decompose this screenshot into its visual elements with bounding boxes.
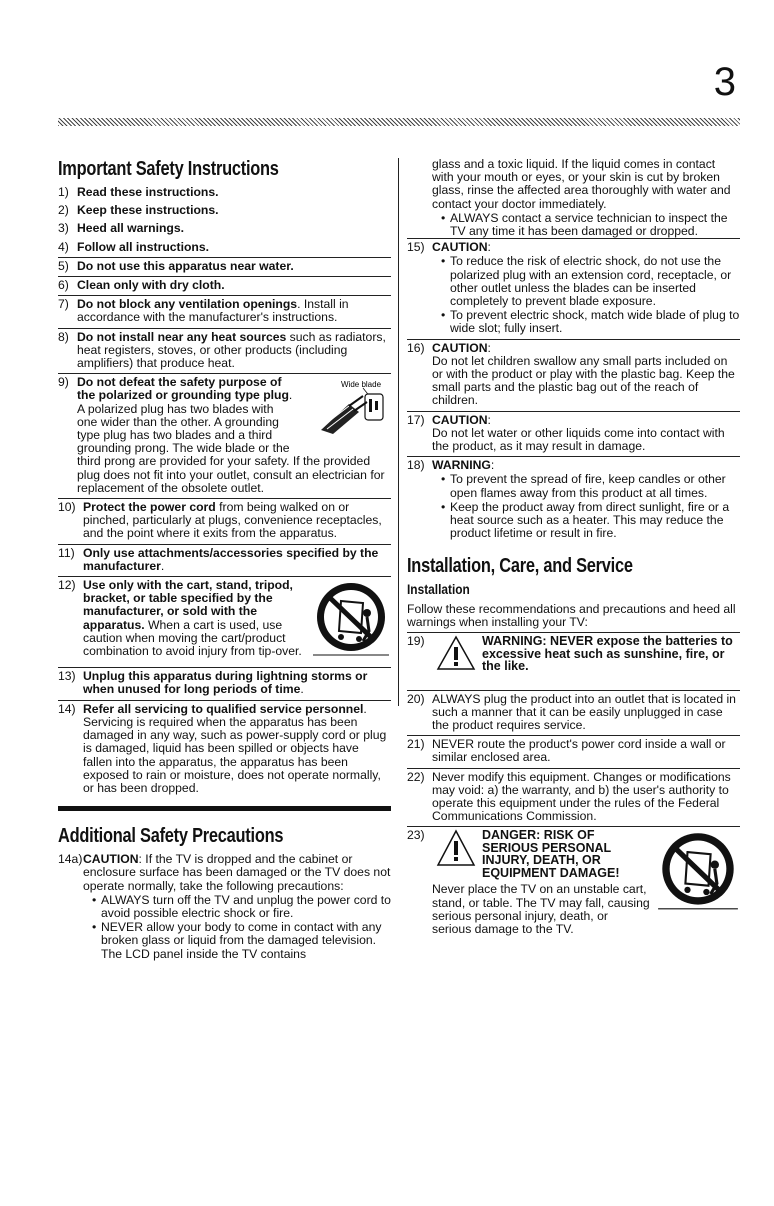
warning-triangle-icon — [436, 829, 476, 869]
list-item: 16) CAUTION: Do not let children swallow any small parts included on or with the product or play with the plastic bag. Keep the small parts and the plastic bag out of the reach of children. — [407, 339, 740, 411]
installation-subtitle: Installation — [407, 581, 470, 598]
polarized-plug-icon — [301, 376, 391, 438]
cart-warning-figure — [311, 579, 391, 662]
section-divider — [58, 806, 391, 811]
list-item: 21) NEVER route the product's power cord inside a wall or similar enclosed area. — [407, 735, 740, 767]
bullet-item: • To prevent the spread of fire, keep candles or other open flames away from this product at all times. — [441, 473, 740, 499]
list-item: 18) WARNING: • To prevent the spread of fire, keep candles or other open flames away from this product at all times. • Keep the product away from direct sunlight, fire or a heat source such as a heater. This may reduce the product lifetime or result in fire. — [407, 456, 740, 543]
bullet-item: • ALWAYS turn off the TV and unplug the power cord to avoid possible electric shock or fire. — [92, 894, 391, 920]
bullet-item: • Keep the product away from direct sunlight, fire or a heat source such as a heater. This may reduce the product lifetime or result in fire. — [441, 501, 740, 541]
right-column — [407, 158, 740, 939]
list-item: 11) Only use attachments/accessories specified by the manufacturer. — [58, 544, 391, 576]
list-item: 13) Unplug this apparatus during lightning storms or when unused for long periods of time. — [58, 667, 391, 699]
list-item: 6) Clean only with dry cloth. — [58, 276, 391, 295]
wide-blade-label: Wide blade — [341, 380, 382, 390]
list-item: 3) Heed all warnings. — [58, 221, 185, 236]
page-number: 3 — [713, 60, 736, 104]
header-stripe — [58, 118, 740, 126]
list-item: 17) CAUTION: Do not let water or other liquids come into contact with the product, as it may result in damage. — [407, 411, 740, 457]
list-item: 14a) CAUTION: If the TV is dropped and the cabinet or enclosure surface has been damaged or the TV does not operate normally, take the following precautions: • ALWAYS turn off the TV and unplug the power cord to avoid possible electric shock or fire. • NEVER allow your body to come in contact with any broken glass or liquid from the damaged television. The LCD panel inside the TV contains — [58, 851, 391, 964]
list-item: 2) Keep these instructions. — [58, 203, 219, 218]
list-item: 4) Follow all instructions. — [58, 239, 210, 254]
cart-danger-figure — [656, 829, 740, 916]
additional-safety-title: Additional Safety Precautions — [58, 825, 284, 848]
warning-triangle-icon — [436, 635, 476, 671]
bullet-item: • NEVER allow your body to come in contact with any broken glass or liquid from the damaged television. The LCD panel inside the TV contains — [92, 921, 391, 961]
list-item: 5) Do not use this apparatus near water. — [58, 257, 391, 276]
list-item: 20) ALWAYS plug the product into an outlet that is located in such a manner that it can be easily unplugged in case the product requires service. — [407, 690, 740, 736]
list-item: 15) CAUTION: • To reduce the risk of electric shock, do not use the polarized plug with an extension cord, receptacle, or other outlet unless the blades can be inserted completely to prevent blade exposure. • To prevent electric shock, match wide blade of plug to wide slot; fully insert. — [407, 238, 740, 338]
list-item: 22) Never modify this equipment. Changes or modifications may void: a) the warranty, and b) the user's authority to operate this equipment under the rules of the Federal Communications Commission. — [407, 768, 740, 827]
left-column — [58, 158, 391, 964]
cart-tipover-icon — [656, 829, 740, 913]
bullet-item: • ALWAYS contact a service technician to inspect the TV any time it has been damaged or dropped. — [441, 212, 740, 238]
plug-figure — [301, 376, 391, 441]
bullet-item: • To prevent electric shock, match wide blade of plug to wide slot; fully insert. — [441, 309, 740, 335]
installation-care-title: Installation, Care, and Service — [407, 555, 633, 578]
column-divider — [398, 158, 399, 706]
important-safety-title: Important Safety Instructions — [58, 158, 279, 180]
list-item: 1) Read these instructions. — [58, 185, 219, 199]
list-item: 23) DANGER: RISK OF SERIOUS PERSONAL INJURY, DEATH, OR EQUIPMENT DAMAGE! Never place the TV on an unstable cart, stand, or table. The TV may fall, causing serious personal injury, death, or serious damage to the TV. — [407, 826, 740, 939]
list-item: 19) WARNING: NEVER expose the batteries to excessive heat such as sunshine, fire, or the like. — [407, 632, 740, 676]
list-item: 8) Do not install near any heat sources such as radiators, heat registers, stoves, or other products (including amplifiers) that produce heat. — [58, 328, 391, 374]
bullet-item: • To reduce the risk of electric shock, do not use the polarized plug with an extension cord, receptacle, or other outlet unless the blades can be inserted completely to prevent blade exposure. — [441, 255, 740, 308]
list-item: 10) Protect the power cord from being walked on or pinched, particularly at plugs, convenience receptacles, and the point where it exits from the apparatus. — [58, 498, 391, 544]
cart-tipover-icon — [311, 579, 391, 659]
list-item: 12) Use only with the cart, stand, tripod, bracket, or table specified by the manufacturer, or sold with the apparatus. When a cart is used, use caution when moving the cart/product combination to avoid injury from tip-over. — [58, 576, 391, 667]
list-item: 9) Wide blade Do not defeat the safety purpose of the polarized or grounding type plug. A polarized plug has two blades with one wider than the other. A grounding type plug has two blades and a third grounding prong. The wide blade or the third prong are provided for your safety. If the provided plug does not fit into your outlet, consult an electrician for replacement of the obsolete outlet. — [58, 373, 391, 498]
installation-intro: Follow these recommendations and precautions and heed all warnings when installing your TV: — [407, 601, 736, 629]
list-item: 7) Do not block any ventilation openings. Install in accordance with the manufacturer's instructions. — [58, 295, 391, 327]
continued-text: glass and a toxic liquid. If the liquid comes in contact with your mouth or eyes, or your skin is cut by broken glass, rinse the affected area thoroughly with water and contact your doctor immediately. • ALWAYS contact a service technician to inspect the TV any time it has been damaged or dropped. — [407, 158, 740, 238]
list-item: 14) Refer all servicing to qualified service personnel. Servicing is required when the apparatus has been damaged in any way, such as power-supply cord or plug is damaged, liquid has been spilled or objects have fallen into the apparatus, the apparatus has been exposed to rain or moisture, does not operate normally, or has been dropped. — [58, 700, 391, 798]
